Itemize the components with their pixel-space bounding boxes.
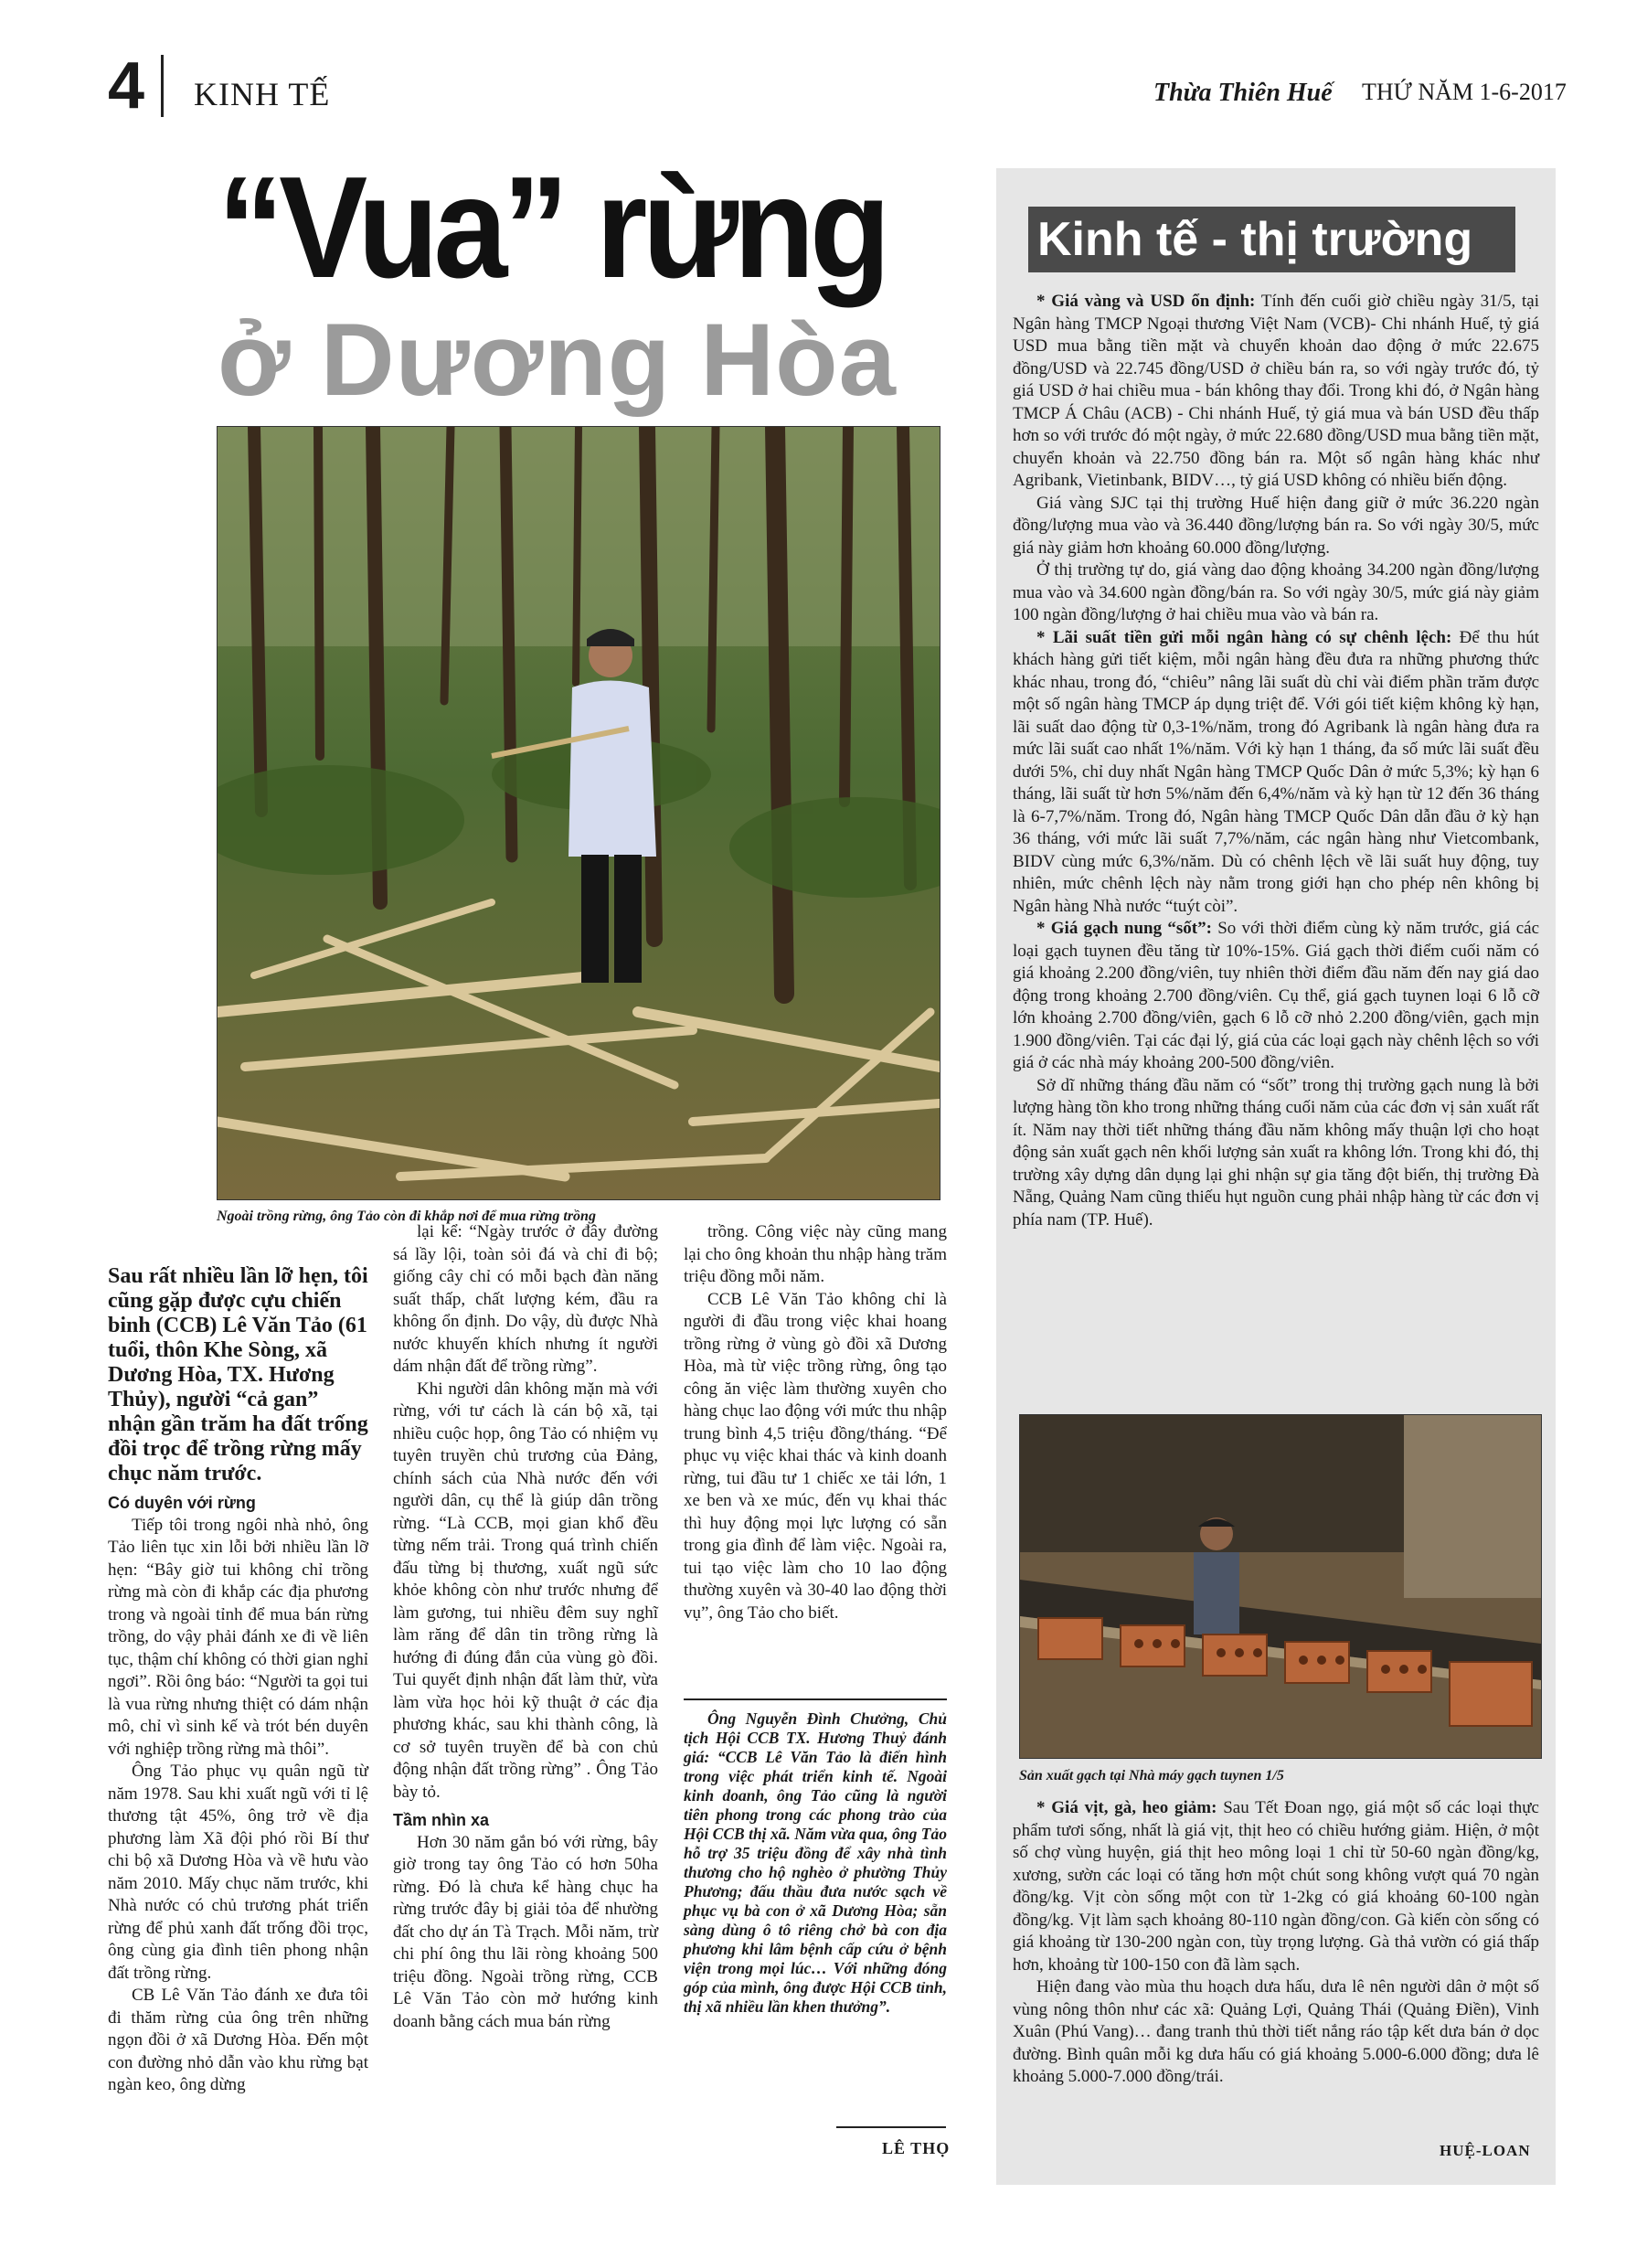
- quote-top-rule: [684, 1698, 947, 1700]
- brick-factory-photo: [1019, 1414, 1542, 1759]
- sidebar-paragraph-text: Tính đến cuối giờ chiều ngày 31/5, tại Ngân hàng TMCP Ngoại thương Việt Nam (VCB)- Chi nhánh Huế, tỷ giá USD mua bằng tiền mặt và chuyển khoản dao động ở mức 22.675 đồng/USD và 22.745 đồng/USD ở chiều bán ra, so với ngày trước đó, tỷ giá USD ở hai chiều mua - bán không thay đổi. Trong khi đó, ở Ngân hàng TMCP Á Châu (ACB) - Chi nhánh Huế, tỷ giá mua và bán USD đều thấp hơn so với trước đó một ngày, ở mức 22.680 đồng/USD mua bằng tiền mặt, chuyển khoản và 22.750 đồng bán ra. Một số ngân hàng khác như Agribank, Vietinbank, BIDV…, tỷ giá USD không có nhiều biến động.: [1013, 292, 1539, 490]
- sidebar-lead-in: * Giá gạch nung “sốt”:: [1036, 919, 1212, 938]
- sidebar-signature: HUỆ-LOAN: [1440, 2142, 1531, 2159]
- brick-factory-illustration: [1020, 1415, 1541, 1758]
- paragraph: Tiếp tôi trong ngôi nhà nhỏ, ông Tảo liên tục xin lỗi bởi nhiều lần lỡ hẹn: “Bây giờ tui không chỉ trồng rừng mà còn đi khắp các địa phương trong và ngoài tỉnh để mua bán rừng trồng, do vậy phải đánh xe đi về liên tục, thậm chí không có thời gian nghỉ ngơi”. Rồi ông báo: “Người ta gọi tui là vua rừng nhưng thiệt có dám nhận mô, chỉ vì sinh kế và trót bén duyên với nghiệp trồng rừng mà thôi”.: [108, 1515, 368, 1759]
- forest-illustration: [218, 427, 940, 1199]
- sidebar-title-box: [1028, 207, 1515, 272]
- subhead-1: Có duyên với rừng: [108, 1494, 256, 1512]
- paragraph: Ông Tảo phục vụ quân ngũ từ năm 1978. Sau khi xuất ngũ với tỉ lệ thương tật 45%, ông trở về địa phương làm Xã đội phó rồi Bí thư chi bộ xã Dương Hòa và về hưu vào năm 2010. Mấy chục năm trước, khi Nhà nước có chủ trương phát triển rừng để phủ xanh đất trống đồi trọc, ông cùng gia đình tiên phong nhận đất trồng rừng.: [108, 1762, 368, 1983]
- sidebar-paragraph: Sở dĩ những tháng đầu năm có “sốt” trong thị trường gạch nung là bởi lượng hàng tồn kho trong những tháng cuối năm của các đơn vị sản xuất rất ít. Năm nay thời tiết những tháng đầu năm không mấy thuận lợi cho hoạt động sản xuất gạch nên khối lượng sản xuất ra không lớn. Trong khi đó, thị trường xây dựng dân dụng lại ghi nhận sự gia tăng đột biến, thị trường Đà Nẵng, Quảng Nam cũng thiếu hụt nguồn cung phải nhập hàng từ các đơn vị phía nam (TP. Huế).: [1013, 1075, 1539, 1230]
- paragraph: CB Lê Văn Tảo đánh xe đưa tôi đi thăm rừng của ông trên những ngọn đồi ở xã Dương Hòa. Đến một con đường nhỏ dẫn vào khu rừng bạt ngàn keo, ông dừng: [108, 1986, 368, 2094]
- paragraph: Hơn 30 năm gắn bó với rừng, bây giờ trong tay ông Tảo có hơn 50ha rừng. Đó là chưa kể hàng chục ha rừng trước đây bị giải tỏa để nhường đất cho dự án Tà Trạch. Mỗi năm, trừ chi phí ông thu lãi ròng khoảng 500 triệu đồng. Ngoài trồng rừng, CCB Lê Văn Tảo còn mở hướng kinh doanh bằng cách mua bán rừng: [393, 1832, 658, 2031]
- byline: LÊ THỌ: [882, 2139, 951, 2157]
- sidebar-text-bottom: [1013, 1797, 1539, 2089]
- pull-quote: [684, 1709, 947, 2017]
- sidebar-paragraph: Ở thị trường tự do, giá vàng dao động khoảng 34.200 ngàn đồng/lượng mua vào và 34.600 ngàn đồng/bán ra. So với ngày 30/5, mức giá này giảm 100 ngàn đồng/lượng ở hai chiều mua vào và bán ra.: [1013, 560, 1539, 624]
- photo1-caption: Ngoài trồng rừng, ông Tảo còn đi khắp nơi để mua rừng trồng: [217, 1209, 596, 1224]
- headline-line-1: “Vua” rừng: [218, 147, 887, 308]
- paragraph: lại kể: “Ngày trước ở đây đường sá lầy lội, toàn sỏi đá và chỉ đi bộ; giống cây chỉ có mỗi bạch đàn năng suất thấp, chất lượng kém, đầu ra không ổn định. Do vậy, dù được Nhà nước khuyến khích nhưng ít người dám nhận đất để trồng rừng”.: [393, 1222, 658, 1376]
- sidebar-paragraph: [1013, 627, 1539, 919]
- headline-line-2: ở Dương Hòa: [218, 303, 897, 417]
- section-name: KINH TẾ: [194, 76, 331, 112]
- sidebar-paragraph: [1013, 1797, 1539, 1976]
- sidebar-lead-in: * Giá vàng và USD ổn định:: [1036, 292, 1256, 311]
- header-divider: [161, 55, 164, 117]
- sidebar-title: Kinh tế - thị trường: [1037, 213, 1473, 266]
- sidebar-lead-in: * Lãi suất tiền gửi mỗi ngân hàng có sự chênh lệch:: [1036, 627, 1452, 647]
- article-column-2: [393, 1221, 658, 2033]
- forest-photo: [217, 426, 940, 1200]
- article-lead: Sau rất nhiều lần lỡ hẹn, tôi cũng gặp được cựu chiến binh (CCB) Lê Văn Tảo (61 tuổi, thôn Khe Sòng, xã Dương Hòa, TX. Hương Thủy), người “cả gan” nhận gần trăm ha đất trống đồi trọc để trồng rừng mấy chục năm trước.: [108, 1264, 368, 1485]
- sidebar-paragraph: Giá vàng SJC tại thị trường Huế hiện đang giữ ở mức 36.220 ngàn đồng/lượng mua vào và 36.440 đồng/lượng bán ra. So với ngày 30/5, mức giá này giảm hơn khoảng 60.000 đồng/lượng.: [1013, 493, 1539, 558]
- sidebar-text-top: [1013, 291, 1539, 1231]
- byline-rule: [836, 2126, 946, 2128]
- sidebar-paragraph: [1013, 291, 1539, 493]
- article-column-3: [684, 1221, 947, 1624]
- sidebar-paragraph: [1013, 918, 1539, 1075]
- sidebar-paragraph: Hiện đang vào mùa thu hoạch dưa hấu, dưa lê nên người dân ở một số vùng nông thôn như các xã: Quảng Lợi, Quảng Thái (Quảng Điền), Vinh Xuân (Phú Vang)… đang tranh thủ thời tiết nắng ráo tập kết dưa bán ở dọc đường. Bình quân mỗi kg dưa hấu có giá khoảng 5.000-6.000 đồng; dưa lê khoảng 5.000-7.000 đồng/trái.: [1013, 1977, 1539, 2086]
- paragraph: trồng. Công việc này cũng mang lại cho ông khoản thu nhập hàng trăm triệu đồng mỗi năm.: [684, 1222, 947, 1286]
- sidebar-paragraph-text: Để thu hút khách hàng gửi tiết kiệm, mỗi ngân hàng đều đưa ra những phương thức khác nhau, trong đó, “chiêu” nâng lãi suất dù chỉ vài điểm phần trăm được một số ngân hàng TMCP áp dụng triệt để. Với gói tiết kiệm không kỳ hạn, lãi suất dao động từ 0,3-1%/năm, trong đó Agribank là ngân hàng đưa ra mức lãi suất cao nhất 1%/năm. Với kỳ hạn 1 tháng, đa số mức lãi suất đều dưới 5%, chỉ duy nhất Ngân hàng TMCP Quốc Dân ở mức 5,3%; kỳ hạn 6 tháng, lãi suất từ hơn 5%/năm đến 6,4%/năm và kỳ hạn từ 12 đến 36 tháng là 6-7,7%/năm. Trong đó, Ngân hàng TMCP Quốc Dân dẫn đầu ở kỳ hạn 36 tháng, với mức lãi suất 7,7%/năm, các ngân hàng như Vietcombank, BIDV cùng mức 6,3%/năm. Dù có chênh lệch về lãi suất huy động, tuy nhiên, mức chênh lệch này nằm trong giới hạn cho phép nên không bị Ngân hàng Nhà nước “tuýt còi”.: [1013, 627, 1539, 916]
- sidebar-paragraph-text: So với thời điểm cùng kỳ năm trước, giá các loại gạch tuynen đều tăng từ 10%-15%. Giá gạch thời điểm cuối năm có giá khoảng 2.200 đồng/viên, tuy nhiên thời điểm đầu năm đến nay giá dao động trong khoảng 2.700 đồng/viên. Cụ thể, giá gạch tuynen loại 6 lỗ cỡ lớn khoảng 2.700 đồng/viên, gạch 6 lỗ cỡ nhỏ 2.200 đồng/viên, gạch mịn 1.900 đồng/viên. Tại các đại lý, giá của các loại gạch này chênh lệch so với giá ở các nhà máy khoảng 200-500 đồng/viên.: [1013, 919, 1540, 1072]
- sidebar-lead-in: * Giá vịt, gà, heo giảm:: [1036, 1798, 1217, 1817]
- sidebar-paragraph-text: Sau Tết Đoan ngọ, giá một số các loại thực phẩm tươi sống, nhất là giá vịt, thịt heo có chiều hướng giảm. Hiện, ở một số chợ vùng huyện, giá thịt heo mông loại 1 chỉ từ 50-60 ngàn đồng/kg, xương, sườn các loại có tăng hơn một chút song không vượt quá 70 ngàn đồng/kg. Vịt còn sống một con từ 1-2kg có giá khoảng 60-100 ngàn đồng/kg. Vịt làm sạch khoảng 80-110 ngàn đồng/con. Gà kiến còn sống có giá khoảng từ 130-200 ngàn con, tùy trọng lượng. Gà thả vườn có giá thấp hơn, khoảng từ 100-150 con đã làm sạch.: [1013, 1798, 1539, 1975]
- paragraph: CCB Lê Văn Tảo không chỉ là người đi đầu trong việc khai hoang trồng rừng ở vùng gò đồi xã Dương Hòa, mà từ việc trồng rừng, ông tạo công ăn việc làm thường xuyên cho hàng chục lao động với mức thu nhập trung bình 4,5 triệu đồng/tháng. “Để phục vụ việc khai thác và kinh doanh rừng, tui đầu tư 1 chiếc xe tải lớn, 1 xe ben và xe múc, đến vụ khai thác thì huy động mọi lực lượng có sẵn trong gia đình để làm việc. Ngoài ra, tui tạo việc làm cho 10 lao động thường xuyên và 30-40 lao động thời vụ”, ông Tảo cho biết.: [684, 1289, 947, 1623]
- photo2-caption: Sản xuất gạch tại Nhà máy gạch tuynen 1/5: [1019, 1768, 1284, 1784]
- paragraph: Khi người dân không mặn mà với rừng, với tư cách là cán bộ xã, tại nhiều cuộc họp, ông Tảo có nhiệm vụ tuyên truyền chủ trương của Đảng, chính sách của Nhà nước đến với người dân, cụ thể là giúp dân trồng rừng. “Là CCB, mọi gian khổ đều từng nếm trải. Trong quá trình chiến đấu từng bị thương, xuất ngũ sức khỏe không còn như trước nhưng để làm gương, tui nhiều đêm suy nghĩ làm răng để dân tin trồng rừng là hướng đi đúng đắn của vùng gò đồi. Tui quyết định nhận đất làm thử, vừa làm vừa học hỏi kỹ thuật ở các địa phương khác, sau khi thành công, là cơ sở tuyên truyền để bà con chủ động nhận đất trồng rừng” . Ông Tảo bày tỏ.: [393, 1379, 658, 1802]
- page-number: 4: [108, 49, 145, 122]
- article-column-1: [108, 1264, 368, 2097]
- pull-quote-text: Ông Nguyễn Đình Chưởng, Chủ tịch Hội CCB TX. Hương Thuỷ đánh giá: “CCB Lê Văn Tảo là điển hình trong việc phát triển kinh tế. Ngoài kinh doanh, ông Tảo cũng là người tiên phong trong các phong trào của Hội CCB thị xã. Năm vừa qua, ông Tảo hỗ trợ 35 triệu đồng để xây nhà tình thương cho hộ nghèo ở phường Thủy Phương; đấu thầu đưa nước sạch về phục vụ bà con ở xã Dương Hòa; sẵn sàng dùng ô tô riêng chở bà con địa phương khi lâm bệnh cấp cứu ở bệnh viện trong mọi lúc… Với những đóng góp của mình, ông được Hội CCB tỉnh, thị xã nhiều lần khen thưởng”.: [684, 1709, 947, 2016]
- subhead-2: Tầm nhìn xa: [393, 1811, 490, 1829]
- issue-date: THỨ NĂM 1-6-2017: [1362, 79, 1567, 105]
- newspaper-name: Thừa Thiên Huế: [1153, 79, 1333, 107]
